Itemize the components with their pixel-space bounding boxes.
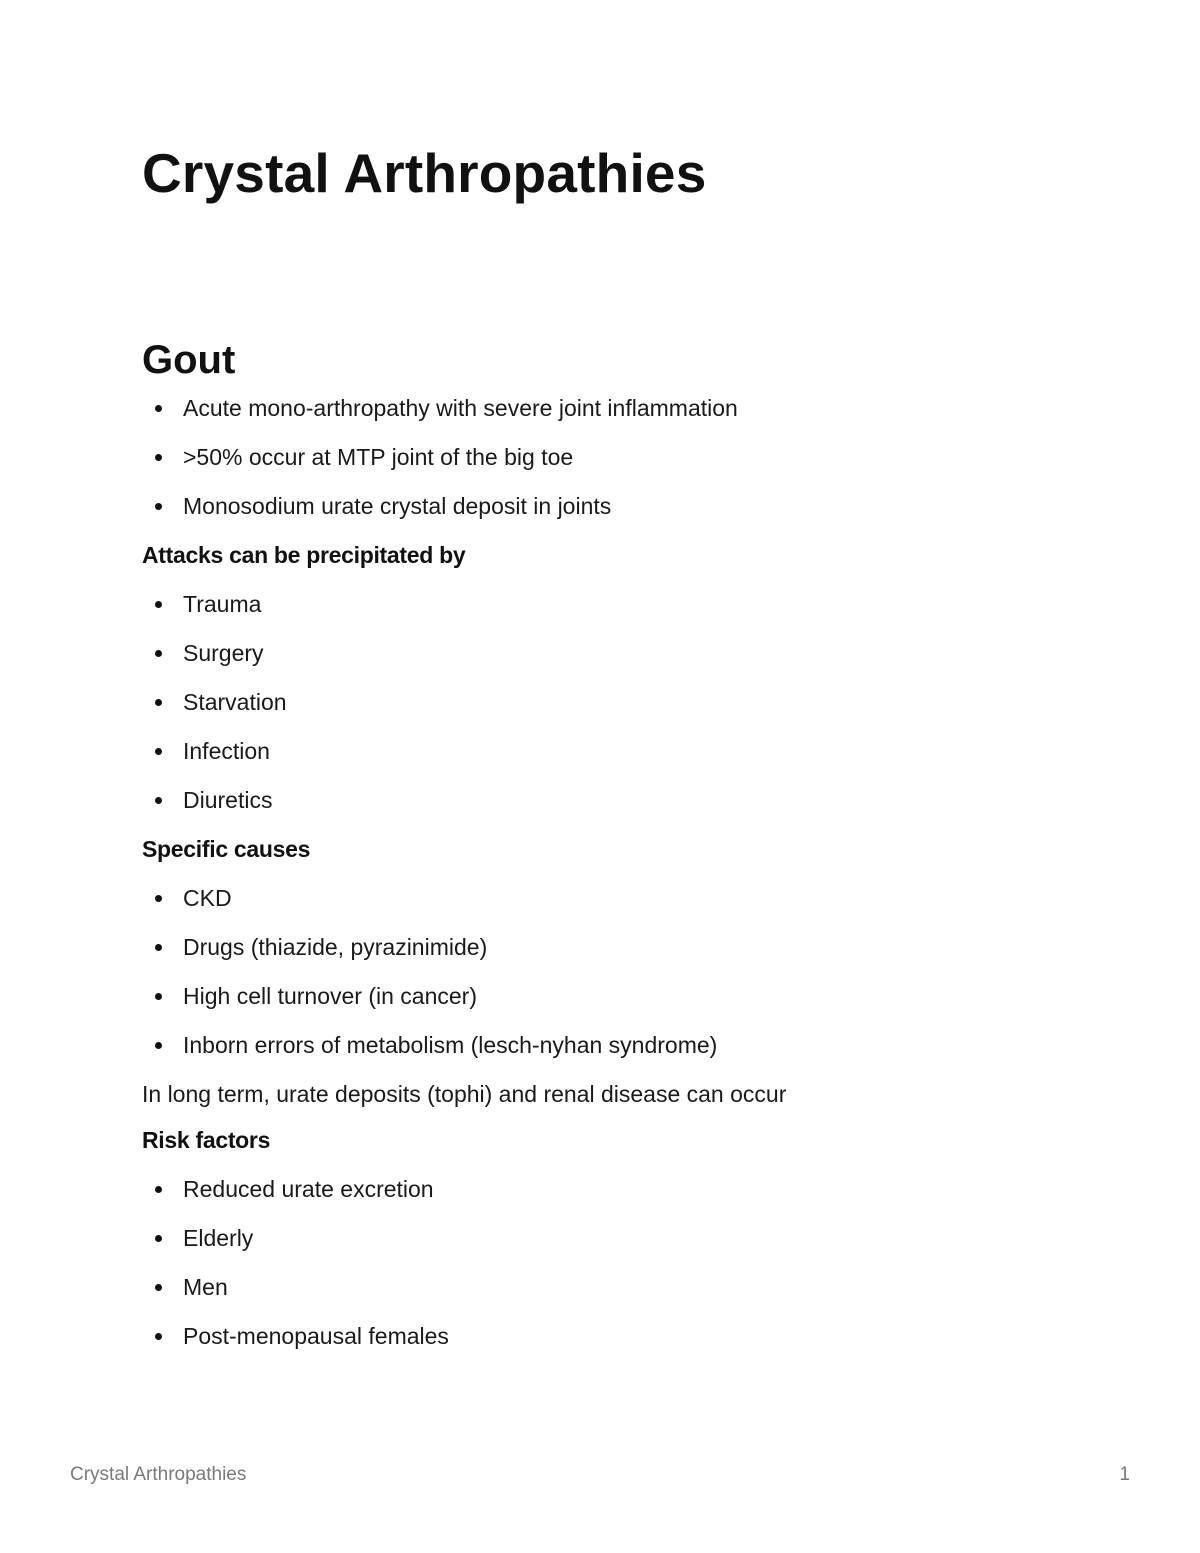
- list-item: [142, 1223, 1102, 1253]
- bullet-icon: [155, 699, 162, 706]
- bullet-icon: [155, 1284, 162, 1291]
- list-item: [142, 638, 1102, 668]
- list-item: [142, 589, 1102, 619]
- list-item-text: Inborn errors of metabolism (lesch-nyhan syndrome): [183, 1032, 718, 1058]
- list-item-text: Men: [183, 1274, 228, 1300]
- page-title: Crystal Arthropathies: [142, 142, 707, 204]
- list-item: [142, 736, 1102, 766]
- specific-causes-list: [142, 883, 1102, 1060]
- bullet-icon: [155, 503, 162, 510]
- bullet-icon: [155, 797, 162, 804]
- list-item: [142, 442, 1102, 472]
- list-item-text: CKD: [183, 885, 232, 911]
- bullet-icon: [155, 650, 162, 657]
- bullet-icon: [155, 1186, 162, 1193]
- list-item: [142, 1030, 1102, 1060]
- document-body: [142, 336, 1102, 1370]
- specific-causes-heading: Specific causes: [142, 836, 311, 862]
- risk-factors-heading: Risk factors: [142, 1127, 271, 1153]
- list-item: [142, 491, 1102, 521]
- bullet-icon: [155, 1042, 162, 1049]
- bullet-icon: [155, 601, 162, 608]
- list-item: [142, 932, 1102, 962]
- list-item-text: Acute mono-arthropathy with severe joint inflammation: [183, 395, 738, 421]
- list-item-text: Infection: [183, 738, 270, 764]
- page-number: 1: [1119, 1464, 1130, 1485]
- bullet-icon: [155, 944, 162, 951]
- list-item: [142, 883, 1102, 913]
- risk-factors-list: [142, 1174, 1102, 1351]
- bullet-icon: [155, 1235, 162, 1242]
- list-item-text: Elderly: [183, 1225, 254, 1251]
- bullet-icon: [155, 1333, 162, 1340]
- intro-bullet-list: [142, 393, 1102, 521]
- list-item: [142, 1174, 1102, 1204]
- list-item: [142, 981, 1102, 1011]
- precipitants-heading: Attacks can be precipitated by: [142, 542, 466, 568]
- bullet-icon: [155, 405, 162, 412]
- list-item-text: Drugs (thiazide, pyrazinimide): [183, 934, 488, 960]
- bullet-icon: [155, 748, 162, 755]
- footer-title: Crystal Arthropathies: [70, 1464, 247, 1485]
- list-item-text: Post-menopausal females: [183, 1323, 449, 1349]
- list-item: [142, 687, 1102, 717]
- list-item: [142, 1272, 1102, 1302]
- list-item-text: Reduced urate excretion: [183, 1176, 434, 1202]
- list-item-text: Surgery: [183, 640, 264, 666]
- list-item-text: Trauma: [183, 591, 262, 617]
- section-heading-gout: Gout: [142, 338, 236, 382]
- list-item-text: High cell turnover (in cancer): [183, 983, 478, 1009]
- long-term-note: In long term, urate deposits (tophi) and renal disease can occur: [142, 1081, 787, 1107]
- bullet-icon: [155, 993, 162, 1000]
- list-item-text: >50% occur at MTP joint of the big toe: [183, 444, 574, 470]
- list-item: [142, 393, 1102, 423]
- bullet-icon: [155, 895, 162, 902]
- list-item: [142, 1321, 1102, 1351]
- list-item-text: Starvation: [183, 689, 287, 715]
- precipitants-list: [142, 589, 1102, 815]
- list-item-text: Monosodium urate crystal deposit in joints: [183, 493, 612, 519]
- list-item: [142, 785, 1102, 815]
- bullet-icon: [155, 454, 162, 461]
- list-item-text: Diuretics: [183, 787, 273, 813]
